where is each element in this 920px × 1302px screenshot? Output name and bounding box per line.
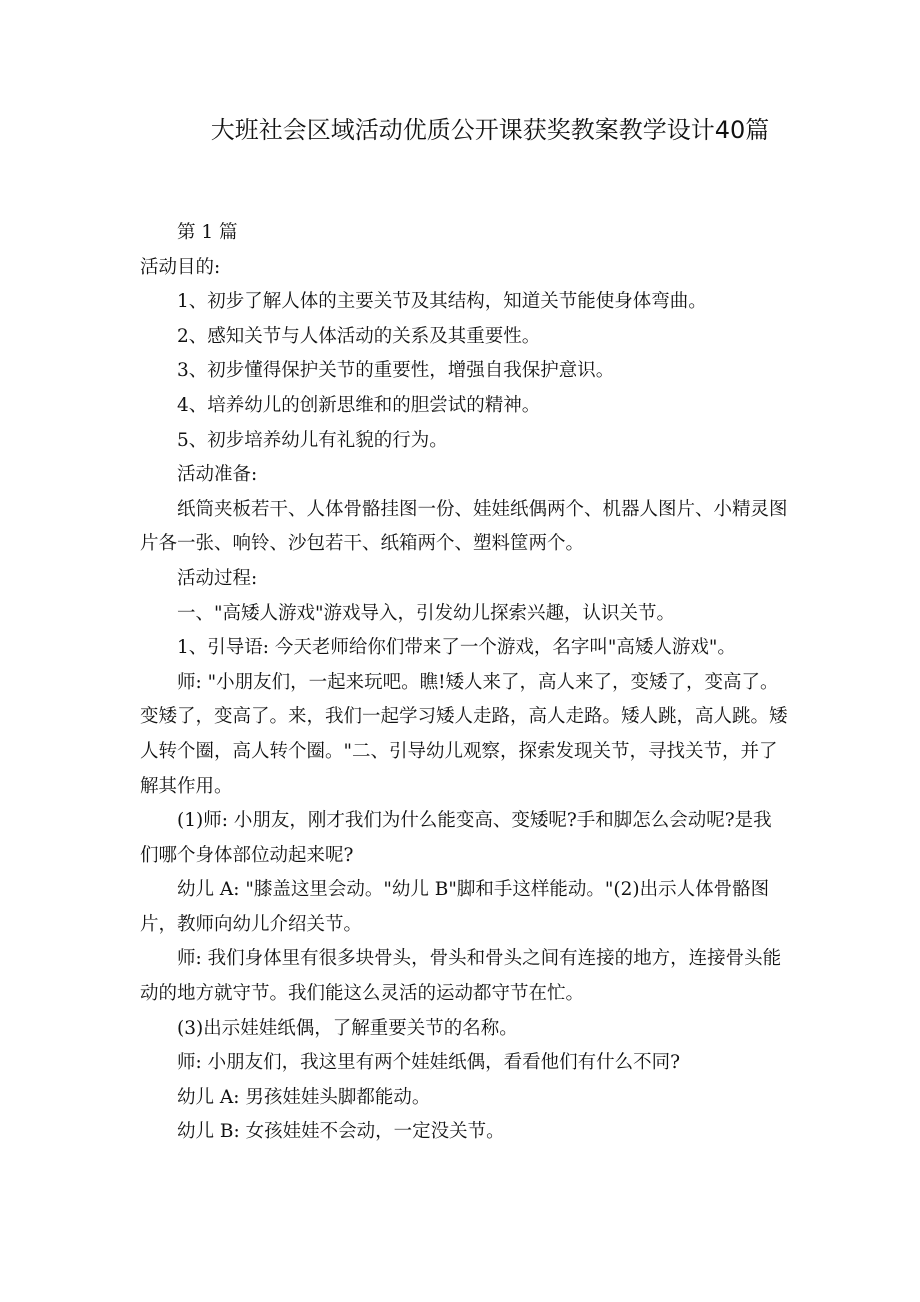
body-paragraph: 3、初步懂得保护关节的重要性，增强自我保护意识。: [177, 360, 615, 382]
body-paragraph: 活动准备:: [177, 464, 258, 486]
body-paragraph: 第 1 篇: [177, 222, 238, 243]
body-paragraph: 纸筒夹板若干、人体骨骼挂图一份、娃娃纸偶两个、机器人图片、小精灵图片各一张、响铃、沙包若干、纸箱两个、塑料筐两个。: [140, 498, 788, 555]
body-paragraph: (3)出示娃娃纸偶，了解重要关节的名称。: [177, 1017, 518, 1039]
document-body: [140, 216, 790, 1150]
body-paragraph: 一、"高矮人游戏"游戏导入，引发幼儿探索兴趣，认识关节。: [177, 602, 676, 624]
body-paragraph: 师: 我们身体里有很多块骨头，骨头和骨头之间有连接的地方，连接骨头能动的地方就守节。我们能这么灵活的运动都守节在忙。: [140, 948, 782, 1005]
body-paragraph: 师: 小朋友们，我这里有两个娃娃纸偶，看看他们有什么不同?: [177, 1052, 681, 1074]
body-paragraph: 幼儿 A: "膝盖这里会动。"幼儿 B"脚和手这样能动。"(2)出示人体骨骼图片，教师向幼儿介绍关节。: [140, 879, 770, 935]
document-title: 大班社会区域活动优质公开课获奖教案教学设计40篇: [210, 116, 770, 144]
body-paragraph: 师: "小朋友们，一起来玩吧。瞧!矮人来了，高人来了，变矮了，变高了。变矮了，变高了。来，我们一起学习矮人走路，高人走路。矮人跳，高人跳。矮人转个圈，高人转个圈。"二、引导幼儿观察，探索发现关节，寻找关节，并了解其作用。: [140, 671, 788, 797]
body-paragraph: 1、引导语: 今天老师给你们带来了一个游戏，名字叫"高矮人游戏"。: [177, 637, 736, 659]
body-paragraph: 5、初步培养幼儿有礼貌的行为。: [177, 429, 448, 451]
body-paragraph: 幼儿 A: 男孩娃娃头脚都能动。: [177, 1086, 431, 1108]
body-paragraph: 活动过程:: [177, 567, 258, 589]
body-paragraph: 4、培养幼儿的创新思维和的胆尝试的精神。: [177, 394, 541, 416]
body-paragraph: (1)师: 小朋友，刚才我们为什么能变高、变矮呢?手和脚怎么会动呢?是我们哪个身体部位动起来呢?: [140, 810, 772, 866]
body-paragraph: 幼儿 B: 女孩娃娃不会动，一定没关节。: [177, 1121, 505, 1143]
body-paragraph: 活动目的:: [140, 256, 221, 278]
body-paragraph: 1、初步了解人体的主要关节及其结构，知道关节能使身体弯曲。: [177, 291, 707, 313]
body-paragraph: 2、感知关节与人体活动的关系及其重要性。: [177, 325, 541, 347]
